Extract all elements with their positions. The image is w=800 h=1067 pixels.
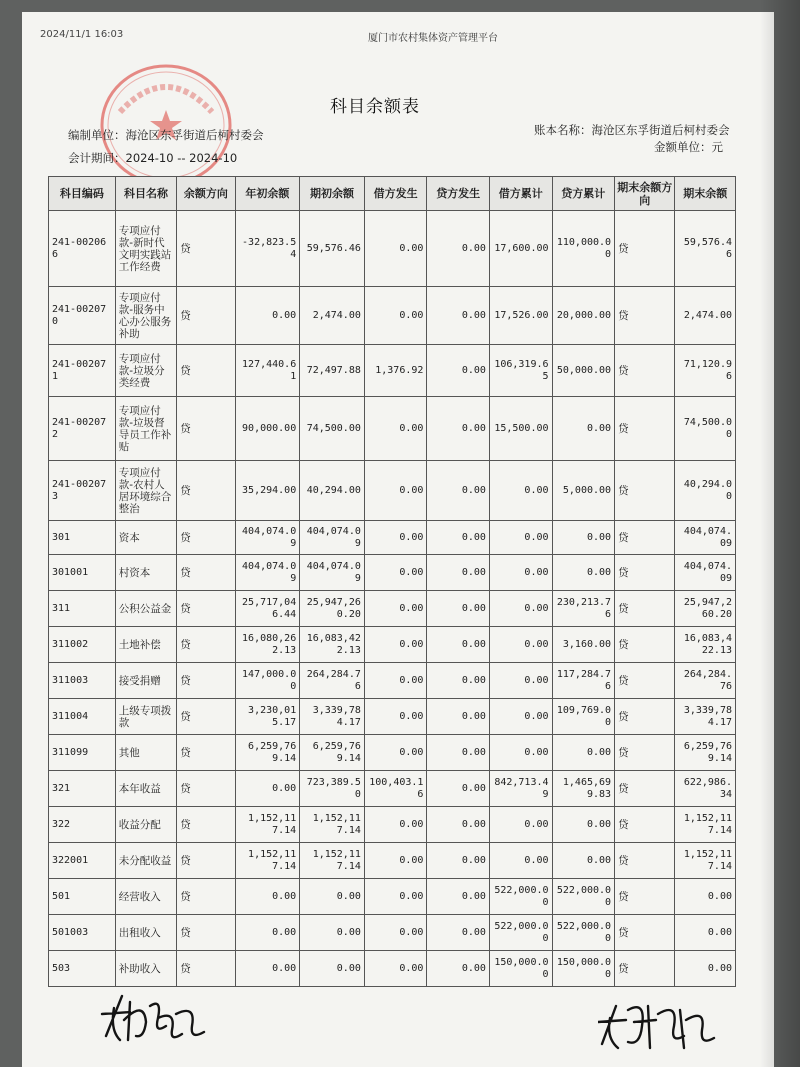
opening-period-balance-cell: 723,389.50 <box>300 771 365 807</box>
column-header: 贷方累计 <box>552 177 615 211</box>
account-code-cell: 241-002071 <box>49 345 116 397</box>
balance-direction-cell: 贷 <box>177 699 235 735</box>
debit-amount-cell: 0.00 <box>364 591 427 627</box>
currency-label: 金额单位：元 <box>654 140 723 154</box>
table-row <box>49 591 736 627</box>
closing-direction-cell: 贷 <box>615 345 675 397</box>
debit-cumulative-cell: 106,319.65 <box>489 345 552 397</box>
platform-name: 厦门市农村集体资产管理平台 <box>368 33 498 44</box>
account-name-cell: 土地补偿 <box>115 627 176 663</box>
closing-balance-cell: 622,986.34 <box>675 771 736 807</box>
closing-direction-cell: 贷 <box>615 521 675 555</box>
debit-cumulative-cell: 17,526.00 <box>489 287 552 345</box>
credit-cumulative-cell: 110,000.00 <box>552 211 615 287</box>
closing-balance-cell: 404,074.09 <box>675 555 736 591</box>
opening-year-balance-cell: 6,259,769.14 <box>235 735 300 771</box>
table-row <box>49 627 736 663</box>
credit-amount-cell: 0.00 <box>427 771 490 807</box>
report-title: 科目余额表 <box>330 97 420 117</box>
opening-period-balance-cell: 0.00 <box>300 951 365 987</box>
credit-cumulative-cell: 109,769.00 <box>552 699 615 735</box>
table-row <box>49 555 736 591</box>
balance-direction-cell: 贷 <box>177 287 235 345</box>
account-name-cell: 其他 <box>115 735 176 771</box>
debit-cumulative-cell: 0.00 <box>489 627 552 663</box>
debit-amount-cell: 0.00 <box>364 461 427 521</box>
opening-year-balance-cell: 3,230,015.17 <box>235 699 300 735</box>
opening-year-balance-cell: 90,000.00 <box>235 397 300 461</box>
debit-cumulative-cell: 0.00 <box>489 591 552 627</box>
credit-amount-cell: 0.00 <box>427 735 490 771</box>
debit-amount-cell: 0.00 <box>364 663 427 699</box>
balance-direction-cell: 贷 <box>177 555 235 591</box>
credit-amount-cell: 0.00 <box>427 807 490 843</box>
table-row <box>49 843 736 879</box>
table-header-row <box>49 177 736 211</box>
opening-year-balance-cell: 147,000.00 <box>235 663 300 699</box>
opening-period-balance-cell: 1,152,117.14 <box>300 843 365 879</box>
closing-balance-cell: 40,294.00 <box>675 461 736 521</box>
debit-amount-cell: 0.00 <box>364 843 427 879</box>
closing-balance-cell: 404,074.09 <box>675 521 736 555</box>
opening-period-balance-cell: 2,474.00 <box>300 287 365 345</box>
credit-amount-cell: 0.00 <box>427 699 490 735</box>
credit-amount-cell: 0.00 <box>427 211 490 287</box>
debit-cumulative-cell: 0.00 <box>489 555 552 591</box>
closing-balance-cell: 264,284.76 <box>675 663 736 699</box>
credit-amount-cell: 0.00 <box>427 555 490 591</box>
balance-direction-cell: 贷 <box>177 345 235 397</box>
closing-direction-cell: 贷 <box>615 591 675 627</box>
debit-cumulative-cell: 0.00 <box>489 843 552 879</box>
closing-direction-cell: 贷 <box>615 555 675 591</box>
credit-amount-cell: 0.00 <box>427 591 490 627</box>
unit-label: 编制单位：海沧区东孚街道后柯村委会 <box>68 128 264 142</box>
opening-year-balance-cell: 0.00 <box>235 915 300 951</box>
opening-period-balance-cell: 3,339,784.17 <box>300 699 365 735</box>
account-code-cell: 311004 <box>49 699 116 735</box>
column-header: 期末余额 <box>675 177 736 211</box>
credit-cumulative-cell: 522,000.00 <box>552 879 615 915</box>
closing-direction-cell: 贷 <box>615 211 675 287</box>
balance-direction-cell: 贷 <box>177 915 235 951</box>
opening-period-balance-cell: 1,152,117.14 <box>300 807 365 843</box>
account-name-cell: 公积公益金 <box>115 591 176 627</box>
debit-cumulative-cell: 150,000.00 <box>489 951 552 987</box>
account-code-cell: 311003 <box>49 663 116 699</box>
account-code-cell: 503 <box>49 951 116 987</box>
column-header: 贷方发生 <box>427 177 490 211</box>
opening-period-balance-cell: 264,284.76 <box>300 663 365 699</box>
debit-cumulative-cell: 522,000.00 <box>489 879 552 915</box>
opening-period-balance-cell: 0.00 <box>300 879 365 915</box>
credit-cumulative-cell: 5,000.00 <box>552 461 615 521</box>
column-header: 期末余额方向 <box>615 177 675 211</box>
account-name-cell: 专项应付款-农村人居环境综合整治 <box>115 461 176 521</box>
opening-period-balance-cell: 404,074.09 <box>300 555 365 591</box>
table-row <box>49 521 736 555</box>
column-header: 借方发生 <box>364 177 427 211</box>
table-row <box>49 663 736 699</box>
debit-amount-cell: 0.00 <box>364 211 427 287</box>
closing-balance-cell: 3,339,784.17 <box>675 699 736 735</box>
account-code-cell: 311002 <box>49 627 116 663</box>
closing-balance-cell: 1,152,117.14 <box>675 807 736 843</box>
balance-direction-cell: 贷 <box>177 627 235 663</box>
closing-direction-cell: 贷 <box>615 735 675 771</box>
credit-cumulative-cell: 0.00 <box>552 807 615 843</box>
credit-cumulative-cell: 150,000.00 <box>552 951 615 987</box>
balance-direction-cell: 贷 <box>177 735 235 771</box>
balance-direction-cell: 贷 <box>177 771 235 807</box>
credit-cumulative-cell: 117,284.76 <box>552 663 615 699</box>
credit-cumulative-cell: 0.00 <box>552 735 615 771</box>
opening-year-balance-cell: 16,080,262.13 <box>235 627 300 663</box>
opening-year-balance-cell: 1,152,117.14 <box>235 807 300 843</box>
closing-direction-cell: 贷 <box>615 915 675 951</box>
opening-period-balance-cell: 0.00 <box>300 915 365 951</box>
account-name-cell: 专项应付款-垃圾分类经费 <box>115 345 176 397</box>
debit-cumulative-cell: 0.00 <box>489 521 552 555</box>
balance-direction-cell: 贷 <box>177 879 235 915</box>
credit-amount-cell: 0.00 <box>427 397 490 461</box>
closing-direction-cell: 贷 <box>615 807 675 843</box>
opening-year-balance-cell: 25,717,046.44 <box>235 591 300 627</box>
account-code-cell: 301 <box>49 521 116 555</box>
signature-right-icon <box>598 996 718 1054</box>
opening-period-balance-cell: 40,294.00 <box>300 461 365 521</box>
opening-year-balance-cell: 404,074.09 <box>235 521 300 555</box>
closing-balance-cell: 59,576.46 <box>675 211 736 287</box>
debit-amount-cell: 0.00 <box>364 397 427 461</box>
table-row <box>49 807 736 843</box>
credit-cumulative-cell: 3,160.00 <box>552 627 615 663</box>
debit-cumulative-cell: 0.00 <box>489 807 552 843</box>
closing-direction-cell: 贷 <box>615 663 675 699</box>
debit-amount-cell: 0.00 <box>364 735 427 771</box>
column-header: 余额方向 <box>177 177 235 211</box>
balance-direction-cell: 贷 <box>177 843 235 879</box>
credit-cumulative-cell: 0.00 <box>552 521 615 555</box>
closing-direction-cell: 贷 <box>615 461 675 521</box>
table-row <box>49 211 736 287</box>
debit-cumulative-cell: 0.00 <box>489 461 552 521</box>
debit-amount-cell: 0.00 <box>364 915 427 951</box>
debit-cumulative-cell: 522,000.00 <box>489 915 552 951</box>
account-name-cell: 专项应付款-新时代文明实践站工作经费 <box>115 211 176 287</box>
closing-balance-cell: 0.00 <box>675 879 736 915</box>
closing-direction-cell: 贷 <box>615 397 675 461</box>
closing-balance-cell: 0.00 <box>675 915 736 951</box>
closing-balance-cell: 25,947,260.20 <box>675 591 736 627</box>
account-code-cell: 321 <box>49 771 116 807</box>
table-row <box>49 915 736 951</box>
table-row <box>49 699 736 735</box>
credit-amount-cell: 0.00 <box>427 879 490 915</box>
opening-period-balance-cell: 25,947,260.20 <box>300 591 365 627</box>
debit-amount-cell: 100,403.16 <box>364 771 427 807</box>
debit-amount-cell: 0.00 <box>364 555 427 591</box>
account-name-cell: 专项应付款-垃圾督导员工作补贴 <box>115 397 176 461</box>
account-code-cell: 501003 <box>49 915 116 951</box>
closing-balance-cell: 6,259,769.14 <box>675 735 736 771</box>
opening-year-balance-cell: 1,152,117.14 <box>235 843 300 879</box>
credit-cumulative-cell: 522,000.00 <box>552 915 615 951</box>
closing-balance-cell: 1,152,117.14 <box>675 843 736 879</box>
opening-year-balance-cell: 127,440.61 <box>235 345 300 397</box>
opening-period-balance-cell: 404,074.09 <box>300 521 365 555</box>
page-shadow <box>760 0 800 1067</box>
table-row <box>49 735 736 771</box>
column-header: 科目名称 <box>115 177 176 211</box>
balance-direction-cell: 贷 <box>177 211 235 287</box>
balance-direction-cell: 贷 <box>177 397 235 461</box>
account-name-cell: 经营收入 <box>115 879 176 915</box>
debit-amount-cell: 0.00 <box>364 699 427 735</box>
balance-table <box>48 176 736 987</box>
account-code-cell: 501 <box>49 879 116 915</box>
account-code-cell: 322001 <box>49 843 116 879</box>
balance-direction-cell: 贷 <box>177 461 235 521</box>
debit-amount-cell: 1,376.92 <box>364 345 427 397</box>
closing-balance-cell: 74,500.00 <box>675 397 736 461</box>
account-name-cell: 上级专项拨款 <box>115 699 176 735</box>
credit-cumulative-cell: 20,000.00 <box>552 287 615 345</box>
opening-period-balance-cell: 6,259,769.14 <box>300 735 365 771</box>
account-name-cell: 本年收益 <box>115 771 176 807</box>
account-name-cell: 收益分配 <box>115 807 176 843</box>
credit-amount-cell: 0.00 <box>427 951 490 987</box>
opening-year-balance-cell: 404,074.09 <box>235 555 300 591</box>
print-datetime: 2024/11/1 16:03 <box>40 29 124 40</box>
opening-period-balance-cell: 72,497.88 <box>300 345 365 397</box>
credit-amount-cell: 0.00 <box>427 461 490 521</box>
account-code-cell: 311099 <box>49 735 116 771</box>
opening-period-balance-cell: 16,083,422.13 <box>300 627 365 663</box>
closing-direction-cell: 贷 <box>615 699 675 735</box>
account-code-cell: 322 <box>49 807 116 843</box>
debit-amount-cell: 0.00 <box>364 627 427 663</box>
account-code-cell: 301001 <box>49 555 116 591</box>
credit-cumulative-cell: 1,465,699.83 <box>552 771 615 807</box>
opening-period-balance-cell: 59,576.46 <box>300 211 365 287</box>
account-code-cell: 241-002070 <box>49 287 116 345</box>
account-name-cell: 补助收入 <box>115 951 176 987</box>
debit-amount-cell: 0.00 <box>364 879 427 915</box>
opening-year-balance-cell: 0.00 <box>235 771 300 807</box>
table-row <box>49 879 736 915</box>
column-header: 年初余额 <box>235 177 300 211</box>
debit-cumulative-cell: 842,713.49 <box>489 771 552 807</box>
account-name-cell: 村资本 <box>115 555 176 591</box>
opening-year-balance-cell: -32,823.54 <box>235 211 300 287</box>
closing-direction-cell: 贷 <box>615 287 675 345</box>
opening-year-balance-cell: 0.00 <box>235 951 300 987</box>
debit-amount-cell: 0.00 <box>364 951 427 987</box>
table-row <box>49 397 736 461</box>
account-code-cell: 241-002066 <box>49 211 116 287</box>
debit-cumulative-cell: 15,500.00 <box>489 397 552 461</box>
account-code-cell: 241-002073 <box>49 461 116 521</box>
balance-direction-cell: 贷 <box>177 521 235 555</box>
closing-balance-cell: 16,083,422.13 <box>675 627 736 663</box>
debit-amount-cell: 0.00 <box>364 521 427 555</box>
credit-amount-cell: 0.00 <box>427 521 490 555</box>
table-row <box>49 951 736 987</box>
balance-direction-cell: 贷 <box>177 951 235 987</box>
table-row <box>49 461 736 521</box>
opening-year-balance-cell: 35,294.00 <box>235 461 300 521</box>
credit-amount-cell: 0.00 <box>427 345 490 397</box>
table-row <box>49 287 736 345</box>
account-name-cell: 出租收入 <box>115 915 176 951</box>
account-label: 账本名称：海沧区东孚街道后柯村委会 <box>534 123 730 137</box>
closing-direction-cell: 贷 <box>615 771 675 807</box>
closing-balance-cell: 2,474.00 <box>675 287 736 345</box>
credit-cumulative-cell: 50,000.00 <box>552 345 615 397</box>
closing-direction-cell: 贷 <box>615 879 675 915</box>
closing-direction-cell: 贷 <box>615 627 675 663</box>
debit-cumulative-cell: 0.00 <box>489 663 552 699</box>
column-header: 期初余额 <box>300 177 365 211</box>
credit-amount-cell: 0.00 <box>427 915 490 951</box>
debit-cumulative-cell: 17,600.00 <box>489 211 552 287</box>
opening-year-balance-cell: 0.00 <box>235 287 300 345</box>
account-code-cell: 241-002072 <box>49 397 116 461</box>
table-row <box>49 771 736 807</box>
credit-amount-cell: 0.00 <box>427 287 490 345</box>
balance-direction-cell: 贷 <box>177 807 235 843</box>
account-name-cell: 专项应付款-服务中心办公服务补助 <box>115 287 176 345</box>
column-header: 科目编码 <box>49 177 116 211</box>
official-seal-icon <box>98 62 234 188</box>
debit-cumulative-cell: 0.00 <box>489 699 552 735</box>
opening-year-balance-cell: 0.00 <box>235 879 300 915</box>
balance-direction-cell: 贷 <box>177 663 235 699</box>
account-name-cell: 接受捐赠 <box>115 663 176 699</box>
debit-amount-cell: 0.00 <box>364 287 427 345</box>
credit-cumulative-cell: 0.00 <box>552 555 615 591</box>
credit-cumulative-cell: 0.00 <box>552 397 615 461</box>
table-row <box>49 345 736 397</box>
account-name-cell: 未分配收益 <box>115 843 176 879</box>
balance-direction-cell: 贷 <box>177 591 235 627</box>
credit-amount-cell: 0.00 <box>427 843 490 879</box>
account-code-cell: 311 <box>49 591 116 627</box>
signature-left-icon <box>100 990 210 1046</box>
credit-cumulative-cell: 0.00 <box>552 843 615 879</box>
closing-balance-cell: 0.00 <box>675 951 736 987</box>
period-label: 会计期间：2024-10 -- 2024-10 <box>68 151 238 165</box>
credit-amount-cell: 0.00 <box>427 627 490 663</box>
debit-cumulative-cell: 0.00 <box>489 735 552 771</box>
closing-direction-cell: 贷 <box>615 843 675 879</box>
closing-balance-cell: 71,120.96 <box>675 345 736 397</box>
column-header: 借方累计 <box>489 177 552 211</box>
debit-amount-cell: 0.00 <box>364 807 427 843</box>
credit-cumulative-cell: 230,213.76 <box>552 591 615 627</box>
account-name-cell: 资本 <box>115 521 176 555</box>
opening-period-balance-cell: 74,500.00 <box>300 397 365 461</box>
closing-direction-cell: 贷 <box>615 951 675 987</box>
credit-amount-cell: 0.00 <box>427 663 490 699</box>
